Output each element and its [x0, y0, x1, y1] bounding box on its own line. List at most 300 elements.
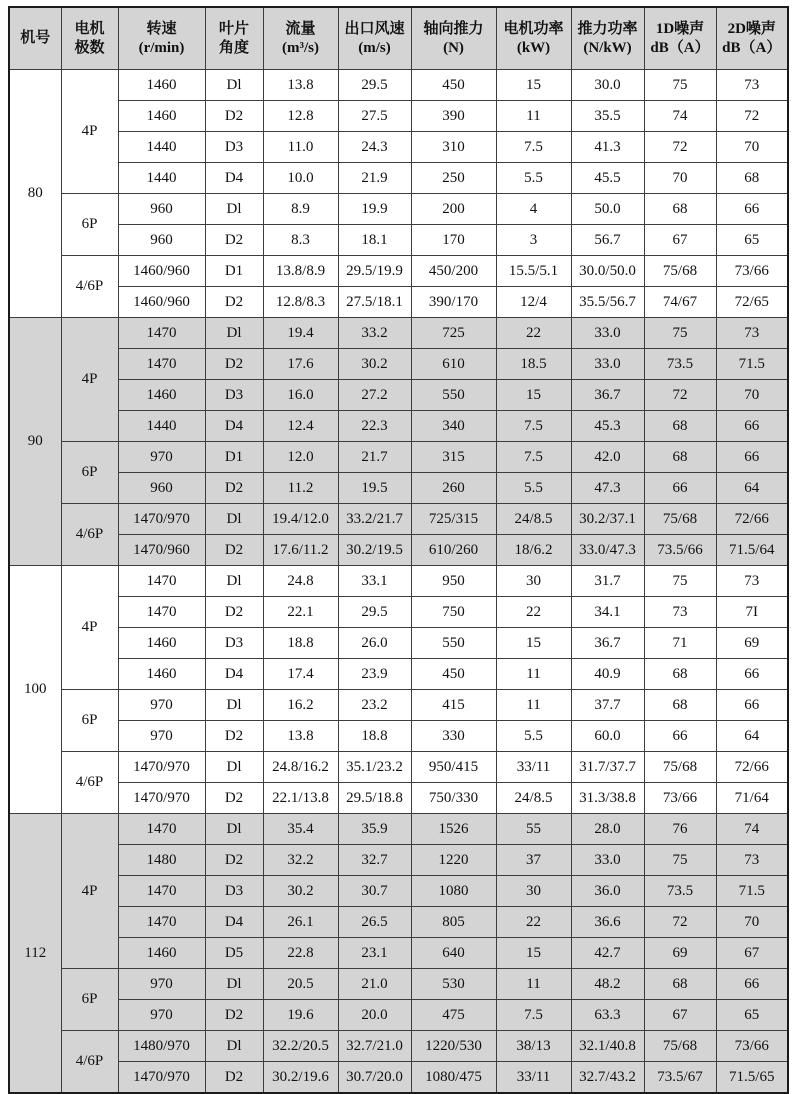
axial-thrust-cell: 950/415 [411, 752, 496, 783]
motor-power-cell: 7.5 [496, 132, 571, 163]
noise-1d-cell: 72 [644, 907, 716, 938]
outlet-velocity-cell: 27.2 [338, 380, 411, 411]
blade-angle-cell: Dl [205, 566, 263, 597]
motor-power-cell: 18/6.2 [496, 535, 571, 566]
axial-thrust-cell: 390 [411, 101, 496, 132]
noise-2d-cell: 73 [716, 318, 788, 349]
motor-power-cell: 15 [496, 938, 571, 969]
motor-power-cell: 5.5 [496, 163, 571, 194]
blade-angle-cell: Dl [205, 194, 263, 225]
header-motor-power [496, 7, 571, 70]
blade-angle-cell: Dl [205, 690, 263, 721]
outlet-velocity-cell: 21.7 [338, 442, 411, 473]
speed-cell: 1470 [118, 566, 205, 597]
flow-cell: 12.4 [263, 411, 338, 442]
outlet-velocity-cell: 23.9 [338, 659, 411, 690]
noise-2d-cell: 71.5/64 [716, 535, 788, 566]
thrust-power-cell: 42.0 [571, 442, 644, 473]
flow-cell: 32.2/20.5 [263, 1031, 338, 1062]
flow-cell: 26.1 [263, 907, 338, 938]
speed-cell: 1460 [118, 101, 205, 132]
blade-angle-cell: Dl [205, 814, 263, 845]
speed-cell: 1460/960 [118, 287, 205, 318]
header-blade-angle [205, 7, 263, 70]
blade-angle-cell: D1 [205, 442, 263, 473]
blade-angle-cell: D2 [205, 1000, 263, 1031]
outlet-velocity-cell: 27.5/18.1 [338, 287, 411, 318]
header-thrust-power-line2: (N/kW) [583, 39, 632, 56]
flow-cell: 16.0 [263, 380, 338, 411]
axial-thrust-cell: 1080/475 [411, 1062, 496, 1094]
outlet-velocity-cell: 23.2 [338, 690, 411, 721]
blade-angle-cell: D2 [205, 721, 263, 752]
header-motor-power-line2: (kW) [516, 39, 551, 56]
speed-cell: 960 [118, 225, 205, 256]
motor-poles-cell: 6P [61, 194, 118, 256]
header-machine-number-line1: 机号 [20, 30, 51, 47]
thrust-power-cell: 33.0 [571, 318, 644, 349]
table-row [9, 845, 788, 876]
motor-power-cell: 11 [496, 659, 571, 690]
axial-thrust-cell: 475 [411, 1000, 496, 1031]
noise-2d-cell: 71/64 [716, 783, 788, 814]
blade-angle-cell: D4 [205, 411, 263, 442]
noise-2d-cell: 65 [716, 1000, 788, 1031]
noise-1d-cell: 75 [644, 70, 716, 101]
motor-power-cell: 7.5 [496, 1000, 571, 1031]
table-row [9, 1062, 788, 1094]
table-row [9, 132, 788, 163]
table-row [9, 411, 788, 442]
header-axial-thrust [411, 7, 496, 70]
outlet-velocity-cell: 26.0 [338, 628, 411, 659]
axial-thrust-cell: 1220 [411, 845, 496, 876]
flow-cell: 17.6/11.2 [263, 535, 338, 566]
thrust-power-cell: 31.3/38.8 [571, 783, 644, 814]
speed-cell: 1440 [118, 411, 205, 442]
axial-thrust-cell: 450/200 [411, 256, 496, 287]
thrust-power-cell: 33.0 [571, 349, 644, 380]
table-row [9, 814, 788, 845]
motor-power-cell: 22 [496, 318, 571, 349]
noise-1d-cell: 68 [644, 969, 716, 1000]
axial-thrust-cell: 330 [411, 721, 496, 752]
header-flow [263, 7, 338, 70]
thrust-power-cell: 45.5 [571, 163, 644, 194]
noise-1d-cell: 72 [644, 380, 716, 411]
motor-poles-cell: 4/6P [61, 1031, 118, 1094]
header-motor-power-line1: 电机功率 [503, 20, 564, 37]
axial-thrust-cell: 450 [411, 70, 496, 101]
noise-1d-cell: 73/66 [644, 783, 716, 814]
axial-thrust-cell: 530 [411, 969, 496, 1000]
noise-2d-cell: 68 [716, 163, 788, 194]
flow-cell: 13.8/8.9 [263, 256, 338, 287]
table-row [9, 442, 788, 473]
blade-angle-cell: Dl [205, 504, 263, 535]
outlet-velocity-cell: 33.1 [338, 566, 411, 597]
thrust-power-cell: 30.2/37.1 [571, 504, 644, 535]
noise-1d-cell: 69 [644, 938, 716, 969]
motor-poles-cell: 4P [61, 70, 118, 194]
axial-thrust-cell: 415 [411, 690, 496, 721]
motor-power-cell: 11 [496, 101, 571, 132]
axial-thrust-cell: 1220/530 [411, 1031, 496, 1062]
header-outlet-velocity [338, 7, 411, 70]
noise-2d-cell: 7I [716, 597, 788, 628]
flow-cell: 18.8 [263, 628, 338, 659]
outlet-velocity-cell: 30.7/20.0 [338, 1062, 411, 1094]
outlet-velocity-cell: 35.1/23.2 [338, 752, 411, 783]
machine-number-cell: 90 [9, 318, 61, 566]
speed-cell: 1480/970 [118, 1031, 205, 1062]
outlet-velocity-cell: 24.3 [338, 132, 411, 163]
motor-power-cell: 15 [496, 380, 571, 411]
flow-cell: 22.1/13.8 [263, 783, 338, 814]
blade-angle-cell: D3 [205, 132, 263, 163]
speed-cell: 960 [118, 473, 205, 504]
thrust-power-cell: 33.0 [571, 845, 644, 876]
axial-thrust-cell: 950 [411, 566, 496, 597]
speed-cell: 1470 [118, 318, 205, 349]
noise-1d-cell: 67 [644, 225, 716, 256]
speed-cell: 1460 [118, 659, 205, 690]
fan-spec-table [8, 6, 789, 1094]
header-noise-2d [716, 7, 788, 70]
thrust-power-cell: 30.0/50.0 [571, 256, 644, 287]
noise-2d-cell: 73 [716, 566, 788, 597]
thrust-power-cell: 47.3 [571, 473, 644, 504]
noise-1d-cell: 74 [644, 101, 716, 132]
flow-cell: 30.2/19.6 [263, 1062, 338, 1094]
thrust-power-cell: 28.0 [571, 814, 644, 845]
outlet-velocity-cell: 19.5 [338, 473, 411, 504]
machine-number-cell: 112 [9, 814, 61, 1094]
flow-cell: 32.2 [263, 845, 338, 876]
flow-cell: 17.6 [263, 349, 338, 380]
blade-angle-cell: D4 [205, 907, 263, 938]
noise-2d-cell: 66 [716, 411, 788, 442]
table-row [9, 1000, 788, 1031]
noise-1d-cell: 67 [644, 1000, 716, 1031]
table-header-row [9, 7, 788, 70]
thrust-power-cell: 35.5/56.7 [571, 287, 644, 318]
noise-2d-cell: 64 [716, 473, 788, 504]
outlet-velocity-cell: 33.2/21.7 [338, 504, 411, 535]
axial-thrust-cell: 200 [411, 194, 496, 225]
flow-cell: 12.8/8.3 [263, 287, 338, 318]
outlet-velocity-cell: 35.9 [338, 814, 411, 845]
noise-2d-cell: 72 [716, 101, 788, 132]
thrust-power-cell: 48.2 [571, 969, 644, 1000]
flow-cell: 19.4 [263, 318, 338, 349]
flow-cell: 24.8/16.2 [263, 752, 338, 783]
noise-2d-cell: 72/66 [716, 504, 788, 535]
noise-2d-cell: 71.5 [716, 349, 788, 380]
noise-1d-cell: 66 [644, 473, 716, 504]
axial-thrust-cell: 550 [411, 380, 496, 411]
thrust-power-cell: 30.0 [571, 70, 644, 101]
speed-cell: 1470 [118, 814, 205, 845]
speed-cell: 1470 [118, 349, 205, 380]
header-blade-angle-line1: 叶片 [218, 20, 249, 37]
table-row [9, 938, 788, 969]
motor-poles-cell: 6P [61, 690, 118, 752]
flow-cell: 8.3 [263, 225, 338, 256]
table-row [9, 256, 788, 287]
noise-1d-cell: 72 [644, 132, 716, 163]
noise-1d-cell: 68 [644, 411, 716, 442]
outlet-velocity-cell: 21.0 [338, 969, 411, 1000]
motor-poles-cell: 6P [61, 969, 118, 1031]
flow-cell: 12.8 [263, 101, 338, 132]
outlet-velocity-cell: 33.2 [338, 318, 411, 349]
header-speed-line1: 转速 [146, 20, 177, 37]
blade-angle-cell: D5 [205, 938, 263, 969]
outlet-velocity-cell: 29.5 [338, 70, 411, 101]
header-noise-1d [644, 7, 716, 70]
header-outlet-velocity-line1: 出口风速 [344, 20, 405, 37]
thrust-power-cell: 37.7 [571, 690, 644, 721]
motor-power-cell: 24/8.5 [496, 504, 571, 535]
header-noise-1d-line2: dB（A） [650, 39, 710, 56]
speed-cell: 1480 [118, 845, 205, 876]
axial-thrust-cell: 725/315 [411, 504, 496, 535]
flow-cell: 11.0 [263, 132, 338, 163]
speed-cell: 970 [118, 721, 205, 752]
noise-2d-cell: 73/66 [716, 1031, 788, 1062]
machine-number-cell: 80 [9, 70, 61, 318]
noise-2d-cell: 64 [716, 721, 788, 752]
blade-angle-cell: D1 [205, 256, 263, 287]
axial-thrust-cell: 315 [411, 442, 496, 473]
motor-power-cell: 12/4 [496, 287, 571, 318]
outlet-velocity-cell: 29.5/18.8 [338, 783, 411, 814]
header-row [9, 7, 788, 70]
table-row [9, 163, 788, 194]
speed-cell: 1470/960 [118, 535, 205, 566]
speed-cell: 1460/960 [118, 256, 205, 287]
flow-cell: 20.5 [263, 969, 338, 1000]
motor-power-cell: 37 [496, 845, 571, 876]
outlet-velocity-cell: 18.1 [338, 225, 411, 256]
thrust-power-cell: 36.7 [571, 628, 644, 659]
table-row [9, 70, 788, 101]
header-motor-poles-line2: 极数 [74, 39, 105, 56]
header-flow-line2: (m³/s) [282, 39, 319, 56]
noise-1d-cell: 73.5 [644, 349, 716, 380]
axial-thrust-cell: 170 [411, 225, 496, 256]
noise-2d-cell: 71.5 [716, 876, 788, 907]
thrust-power-cell: 40.9 [571, 659, 644, 690]
speed-cell: 1440 [118, 132, 205, 163]
blade-angle-cell: D3 [205, 876, 263, 907]
flow-cell: 10.0 [263, 163, 338, 194]
speed-cell: 1470/970 [118, 1062, 205, 1094]
header-outlet-velocity-line2: (m/s) [358, 39, 391, 56]
table-row [9, 628, 788, 659]
machine-number-cell: 100 [9, 566, 61, 814]
motor-power-cell: 3 [496, 225, 571, 256]
motor-power-cell: 15 [496, 628, 571, 659]
noise-2d-cell: 66 [716, 690, 788, 721]
blade-angle-cell: Dl [205, 752, 263, 783]
motor-power-cell: 5.5 [496, 473, 571, 504]
flow-cell: 17.4 [263, 659, 338, 690]
blade-angle-cell: D2 [205, 535, 263, 566]
speed-cell: 970 [118, 442, 205, 473]
outlet-velocity-cell: 30.2/19.5 [338, 535, 411, 566]
motor-power-cell: 30 [496, 876, 571, 907]
thrust-power-cell: 36.0 [571, 876, 644, 907]
table-row [9, 349, 788, 380]
speed-cell: 1470 [118, 907, 205, 938]
thrust-power-cell: 33.0/47.3 [571, 535, 644, 566]
blade-angle-cell: D2 [205, 473, 263, 504]
noise-2d-cell: 73 [716, 70, 788, 101]
axial-thrust-cell: 750 [411, 597, 496, 628]
noise-2d-cell: 66 [716, 194, 788, 225]
header-motor-poles [61, 7, 118, 70]
motor-power-cell: 7.5 [496, 442, 571, 473]
axial-thrust-cell: 805 [411, 907, 496, 938]
flow-cell: 30.2 [263, 876, 338, 907]
noise-2d-cell: 66 [716, 969, 788, 1000]
header-axial-thrust-line2: (N) [443, 39, 464, 56]
header-thrust-power-line1: 推力功率 [577, 20, 638, 37]
thrust-power-cell: 32.7/43.2 [571, 1062, 644, 1094]
motor-power-cell: 15 [496, 70, 571, 101]
thrust-power-cell: 56.7 [571, 225, 644, 256]
motor-power-cell: 4 [496, 194, 571, 225]
motor-power-cell: 38/13 [496, 1031, 571, 1062]
noise-2d-cell: 71.5/65 [716, 1062, 788, 1094]
motor-power-cell: 15.5/5.1 [496, 256, 571, 287]
noise-2d-cell: 66 [716, 442, 788, 473]
axial-thrust-cell: 310 [411, 132, 496, 163]
motor-power-cell: 33/11 [496, 1062, 571, 1094]
flow-cell: 16.2 [263, 690, 338, 721]
noise-1d-cell: 75 [644, 566, 716, 597]
table-row [9, 1031, 788, 1062]
noise-2d-cell: 65 [716, 225, 788, 256]
noise-2d-cell: 70 [716, 907, 788, 938]
table-row [9, 969, 788, 1000]
speed-cell: 970 [118, 690, 205, 721]
blade-angle-cell: Dl [205, 1031, 263, 1062]
axial-thrust-cell: 610 [411, 349, 496, 380]
noise-2d-cell: 73 [716, 845, 788, 876]
motor-power-cell: 5.5 [496, 721, 571, 752]
header-speed-line2: (r/min) [138, 39, 185, 56]
speed-cell: 1470 [118, 597, 205, 628]
motor-poles-cell: 4/6P [61, 504, 118, 566]
noise-1d-cell: 75/68 [644, 256, 716, 287]
table-row [9, 101, 788, 132]
header-axial-thrust-line1: 轴向推力 [423, 20, 484, 37]
header-thrust-power [571, 7, 644, 70]
table-row [9, 690, 788, 721]
blade-angle-cell: D3 [205, 628, 263, 659]
motor-poles-cell: 6P [61, 442, 118, 504]
axial-thrust-cell: 250 [411, 163, 496, 194]
blade-angle-cell: Dl [205, 70, 263, 101]
header-motor-poles-line1: 电机 [74, 20, 105, 37]
noise-1d-cell: 71 [644, 628, 716, 659]
flow-cell: 22.8 [263, 938, 338, 969]
table-body [9, 70, 788, 1094]
outlet-velocity-cell: 32.7/21.0 [338, 1031, 411, 1062]
noise-1d-cell: 76 [644, 814, 716, 845]
noise-2d-cell: 72/66 [716, 752, 788, 783]
table-row [9, 876, 788, 907]
thrust-power-cell: 63.3 [571, 1000, 644, 1031]
motor-power-cell: 11 [496, 690, 571, 721]
table-row [9, 225, 788, 256]
thrust-power-cell: 34.1 [571, 597, 644, 628]
flow-cell: 35.4 [263, 814, 338, 845]
table-row [9, 473, 788, 504]
speed-cell: 970 [118, 969, 205, 1000]
blade-angle-cell: D4 [205, 659, 263, 690]
flow-cell: 13.8 [263, 70, 338, 101]
axial-thrust-cell: 390/170 [411, 287, 496, 318]
table-row [9, 721, 788, 752]
outlet-velocity-cell: 27.5 [338, 101, 411, 132]
noise-1d-cell: 75 [644, 318, 716, 349]
speed-cell: 970 [118, 1000, 205, 1031]
flow-cell: 19.4/12.0 [263, 504, 338, 535]
outlet-velocity-cell: 29.5/19.9 [338, 256, 411, 287]
outlet-velocity-cell: 18.8 [338, 721, 411, 752]
blade-angle-cell: D2 [205, 783, 263, 814]
header-noise-1d-line1: 1D噪声 [655, 20, 705, 37]
speed-cell: 1470/970 [118, 504, 205, 535]
blade-angle-cell: D4 [205, 163, 263, 194]
blade-angle-cell: Dl [205, 969, 263, 1000]
thrust-power-cell: 50.0 [571, 194, 644, 225]
motor-power-cell: 22 [496, 907, 571, 938]
speed-cell: 1460 [118, 70, 205, 101]
noise-1d-cell: 73.5/67 [644, 1062, 716, 1094]
blade-angle-cell: D2 [205, 225, 263, 256]
noise-2d-cell: 70 [716, 132, 788, 163]
table-row [9, 783, 788, 814]
axial-thrust-cell: 640 [411, 938, 496, 969]
table-row [9, 287, 788, 318]
speed-cell: 1470/970 [118, 783, 205, 814]
noise-2d-cell: 66 [716, 659, 788, 690]
axial-thrust-cell: 1080 [411, 876, 496, 907]
header-speed [118, 7, 205, 70]
axial-thrust-cell: 750/330 [411, 783, 496, 814]
thrust-power-cell: 31.7 [571, 566, 644, 597]
table-row [9, 318, 788, 349]
blade-angle-cell: D2 [205, 101, 263, 132]
table-row [9, 380, 788, 411]
outlet-velocity-cell: 23.1 [338, 938, 411, 969]
flow-cell: 13.8 [263, 721, 338, 752]
outlet-velocity-cell: 19.9 [338, 194, 411, 225]
noise-1d-cell: 68 [644, 194, 716, 225]
blade-angle-cell: D2 [205, 845, 263, 876]
outlet-velocity-cell: 26.5 [338, 907, 411, 938]
noise-2d-cell: 69 [716, 628, 788, 659]
speed-cell: 1470 [118, 876, 205, 907]
blade-angle-cell: D2 [205, 1062, 263, 1094]
axial-thrust-cell: 725 [411, 318, 496, 349]
motor-poles-cell: 4P [61, 814, 118, 969]
